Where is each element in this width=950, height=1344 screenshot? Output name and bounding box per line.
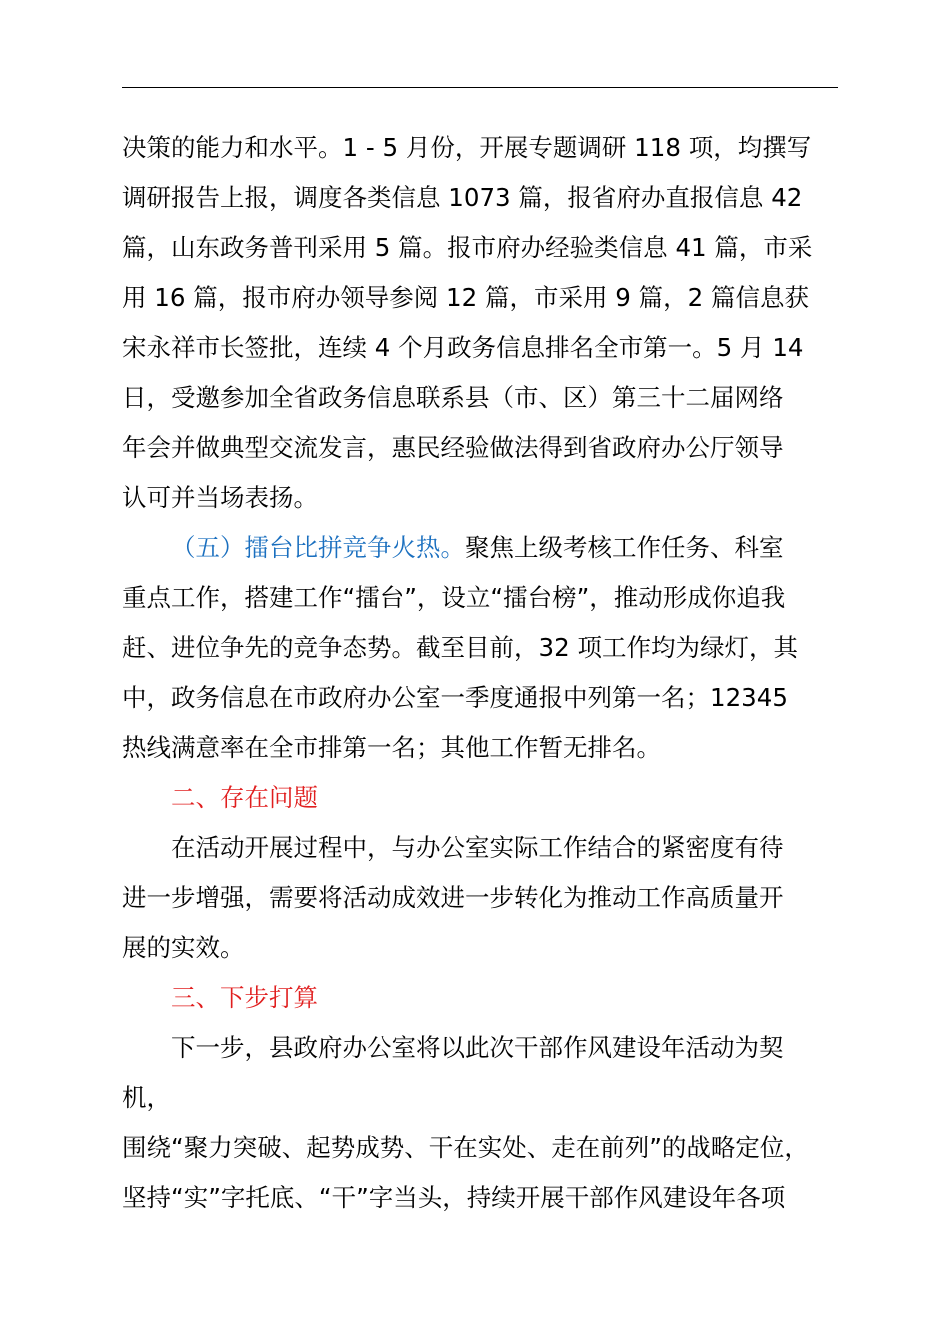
body-line: 日，受邀参加全省政务信息联系县（市、区）第三十二届网络	[122, 383, 784, 412]
body-line: 中，政务信息在市政府办公室一季度通报中列第一名；12345	[122, 683, 788, 712]
body-line: 围绕“聚力突破、起势成势、干在实处、走在前列”的战略定位，	[122, 1133, 809, 1162]
body-line: 重点工作，搭建工作“擂台”，设立“擂台榜”，推动形成你追我	[122, 583, 786, 612]
body-line: 展的实效。	[122, 933, 245, 962]
body-line: 宋永祥市长签批，连续 4 个月政务信息排名全市第一。5 月 14	[122, 333, 804, 362]
body-line: 调研报告上报，调度各类信息 1073 篇，报省府办直报信息 42	[122, 183, 803, 212]
body-line: 进一步增强，需要将活动成效进一步转化为推动工作高质量开	[122, 883, 784, 912]
section-5-heading: （五）擂台比拼竞争火热。	[171, 533, 465, 562]
body-line: 热线满意率在全市排第一名；其他工作暂无排名。	[122, 733, 661, 762]
section-5-first-line	[171, 531, 784, 565]
header-rule	[122, 87, 838, 88]
body-line: 年会并做典型交流发言，惠民经验做法得到省政府办公厅领导	[122, 433, 784, 462]
body-line: 下一步，县政府办公室将以此次干部作风建设年活动为契	[171, 1033, 784, 1062]
body-line: 坚持“实”字托底、“干”字当头，持续开展干部作风建设年各项	[122, 1183, 786, 1212]
section-problems-heading: 二、存在问题	[171, 783, 318, 812]
body-line: 篇，山东政务普刊采用 5 篇。报市府办经验类信息 41 篇，市采	[122, 233, 813, 262]
body-line: 在活动开展过程中，与办公室实际工作结合的紧密度有待	[171, 833, 784, 862]
body-line: 决策的能力和水平。1 - 5 月份，开展专题调研 118 项，均撰写	[122, 133, 812, 162]
body-line: 机，	[122, 1083, 171, 1112]
body-line: 认可并当场表扬。	[122, 483, 318, 512]
body-line: 赶、进位争先的竞争态势。截至目前，32 项工作均为绿灯，其	[122, 633, 798, 662]
section-5-first-line-text: 聚焦上级考核工作任务、科室	[465, 533, 784, 562]
body-line: 用 16 篇，报市府办领导参阅 12 篇，市采用 9 篇，2 篇信息获	[122, 283, 810, 312]
section-plans-heading: 三、下步打算	[171, 983, 318, 1012]
